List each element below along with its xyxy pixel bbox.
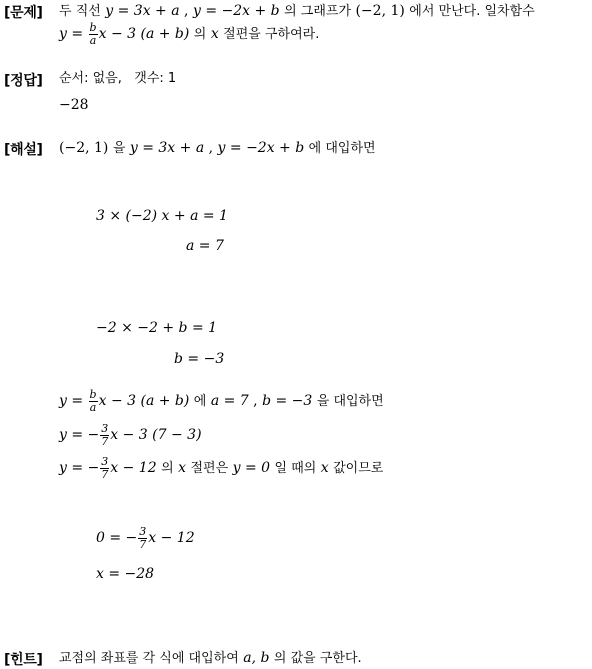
equation-a1: 3 × (−2) x + a = 1 (96, 208, 228, 224)
equation-part: x − 12 (148, 530, 195, 546)
solution-text: 의 (161, 461, 174, 476)
equation: b = −3 (262, 393, 313, 409)
problem-text: 의 (193, 27, 207, 42)
final-equation-1 (96, 523, 195, 553)
solution-text: 절편은 (190, 461, 229, 476)
fraction-denominator: 7 (101, 434, 109, 448)
problem-text: 두 직선 (59, 4, 101, 19)
separator: , (208, 140, 214, 156)
equation-part: y = (59, 26, 88, 42)
equation-part: x − 12 (110, 460, 157, 476)
solution-text: 에 대입하면 (308, 141, 376, 156)
separator: , (184, 3, 189, 19)
variable: x (210, 26, 219, 42)
equation: y = 3x + a (105, 3, 180, 19)
equation-part: 0 = − (96, 530, 138, 546)
hint-sentence: 의 값을 구한다. (273, 651, 362, 666)
fraction-denominator: a (89, 33, 97, 47)
fraction-numerator: b (89, 20, 97, 34)
solution-text: 에 (193, 394, 207, 409)
problem-text: 에서 만난다. 일차함수 (409, 4, 535, 19)
fraction (100, 456, 109, 481)
equation-b1: −2 × −2 + b = 1 (96, 320, 218, 336)
solution-text: 을 대입하면 (316, 394, 384, 409)
problem-text: 의 그래프가 (284, 4, 352, 19)
equation-part: y = (59, 393, 88, 409)
equation-a2: a = 7 (186, 238, 224, 254)
variables: a, b (243, 650, 270, 666)
equation-part: y = − (59, 460, 100, 476)
substitution-line-3 (59, 453, 383, 484)
answer-label: [정답] (4, 73, 43, 89)
substitution-line-2 (59, 420, 202, 450)
fraction-denominator: 7 (101, 467, 109, 481)
hint-text (59, 649, 362, 668)
point: (−2, 1) (59, 140, 109, 156)
fraction-numerator: b (89, 387, 97, 401)
variable: x (320, 460, 329, 476)
answer-meta: 순서: 없음, 갯수: 1 (59, 71, 177, 86)
equation-part: y = − (59, 427, 100, 443)
solution-label: [해설] (4, 142, 43, 158)
solution-text: 일 때의 (274, 461, 317, 476)
equation-part: x − 3 (7 − 3) (110, 427, 202, 443)
solution-text: 을 (112, 141, 126, 156)
hint-label: [힌트] (4, 652, 43, 668)
answer-value: −28 (59, 97, 89, 113)
problem-line-2 (59, 19, 319, 50)
variable: x (178, 460, 186, 476)
equation-b2: b = −3 (174, 351, 225, 367)
solution-intro (59, 139, 376, 158)
equation: y = −2x + b (192, 3, 280, 19)
fraction-denominator: 7 (139, 537, 147, 551)
fraction-numerator: 3 (101, 421, 109, 435)
fraction (89, 389, 98, 414)
equation-part: x − 3 (a + b) (98, 26, 190, 42)
point: (−2, 1) (355, 3, 405, 19)
fraction (138, 526, 147, 551)
solution-text: 값이므로 (333, 461, 384, 476)
equation: y = 3x + a (129, 140, 205, 156)
equation: a = 7 (210, 393, 249, 409)
separator: , (253, 393, 258, 409)
fraction-denominator: a (89, 400, 97, 414)
equation: y = −2x + b (217, 140, 305, 156)
substitution-line-1 (59, 386, 384, 417)
fraction-numerator: 3 (101, 454, 109, 468)
fraction-numerator: 3 (139, 524, 147, 538)
fraction (89, 22, 98, 47)
problem-label: [문제] (4, 5, 43, 21)
equation-part: x − 3 (a + b) (98, 393, 190, 409)
hint-sentence: 교점의 좌표를 각 식에 대입하여 (59, 651, 239, 666)
fraction (100, 423, 109, 448)
problem-text: 절편을 구하여라. (223, 27, 320, 42)
equation: y = 0 (232, 460, 271, 476)
final-equation-2: x = −28 (96, 566, 155, 582)
